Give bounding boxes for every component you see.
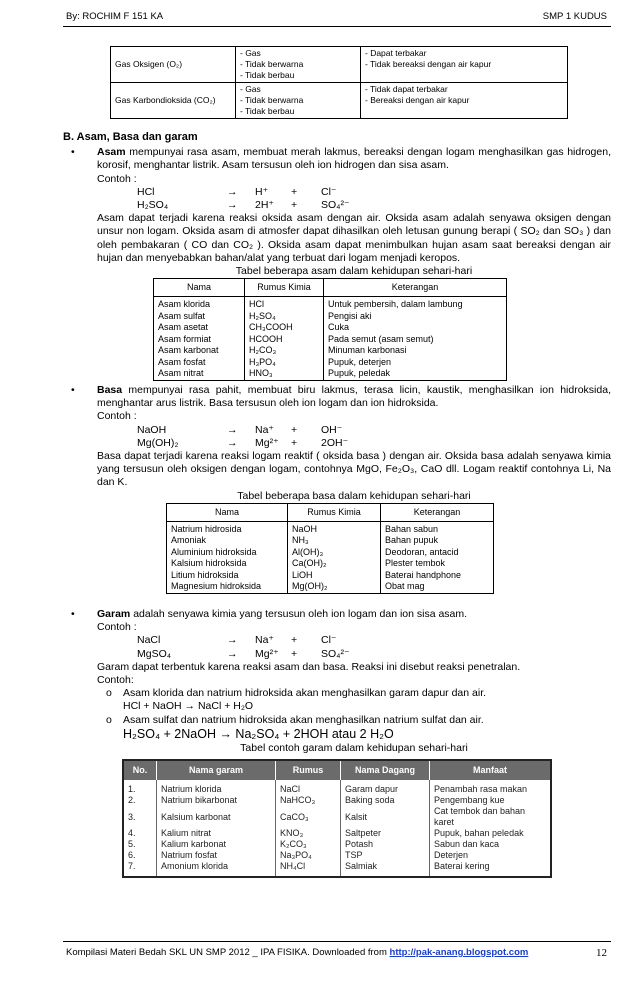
eq-plus: + xyxy=(291,185,298,198)
gas-table xyxy=(110,46,568,119)
table-header: Keterangan xyxy=(381,503,494,521)
table-row xyxy=(154,368,507,380)
table-header: Nama xyxy=(154,279,245,297)
basa-desc: mempunyai rasa pahit, membuat biru lakmus, terasa licin, kaustik, menghasilkan ion hidroksida, menghantar arus listrik. Basa tersusun oleh ion logam dan ion hidroksida. xyxy=(97,383,611,410)
gas-prop: - Tidak berwarna xyxy=(240,95,304,105)
table-cell: Amonium klorida xyxy=(157,861,276,877)
table-cell: Potash xyxy=(341,839,430,850)
table-cell: Asam karbonat xyxy=(154,345,245,357)
table-row xyxy=(154,297,507,311)
table-row xyxy=(154,357,507,369)
table-cell: 5. xyxy=(128,839,136,850)
table-cell: Pupuk, deterjen xyxy=(324,357,507,369)
table-header-row xyxy=(123,760,551,780)
table-header-row xyxy=(167,503,494,521)
table-cell: 4. xyxy=(128,828,136,839)
gas-trait: - Dapat terbakar xyxy=(365,48,427,58)
gas-prop: - Gas xyxy=(240,48,261,58)
table-cell: Asam nitrat xyxy=(154,368,245,380)
table-cell: CaCO₃ xyxy=(276,806,341,828)
asam-table xyxy=(153,278,507,381)
garam-paragraph: Garam dapat terbentuk karena reaksi asam dan basa. Reaksi ini disebut reaksi penetralan. xyxy=(97,660,521,673)
garam-eq-1 xyxy=(137,634,611,647)
table-cell: Penambah rasa makan xyxy=(430,780,552,795)
arrow-icon: → xyxy=(227,634,238,647)
table-row xyxy=(167,570,494,582)
eq-right: Na⁺ xyxy=(255,423,274,436)
content xyxy=(63,131,611,878)
asam-contoh: Contoh : xyxy=(97,172,137,185)
garam-contoh: Contoh : xyxy=(97,621,137,634)
footer xyxy=(66,947,528,958)
table-cell: H₂CO₃ xyxy=(245,345,324,357)
table-cell: Deterjen xyxy=(430,850,552,861)
arrow-icon: → xyxy=(227,423,238,436)
table-header: Rumus Kimia xyxy=(245,279,324,297)
eq-right: 2H⁺ xyxy=(255,199,274,212)
eq-left: H₂SO₄ xyxy=(137,199,169,212)
table-row xyxy=(123,828,551,839)
table-cell: 3. xyxy=(128,811,136,822)
eq-plus: + xyxy=(291,634,298,647)
gas-prop: - Tidak berbau xyxy=(240,106,295,116)
table-row xyxy=(123,850,551,861)
asam-eq-2 xyxy=(137,199,611,212)
bullet-icon: • xyxy=(71,383,75,396)
table-cell: Ca(OH)₂ xyxy=(288,558,381,570)
garam-bullet xyxy=(63,608,611,621)
table-cell: Pengembang kue xyxy=(430,795,552,806)
table-cell: Natrium bikarbonat xyxy=(157,795,276,806)
asam-paragraph: Asam dapat terjadi karena reaksi oksida asam dengan air. Oksida asam adalah senyawa oksigen dengan unsur non logam. Oksida asam di atmosfer dapat dihasilkan oleh letusan gunung berapi ( SO₂ dan SO₃ ) dan oleh pembakaran ( CO dan CO₂ ). Oksida asam dapat menimbulkan hujan asam saat bereaksi dengan air hujan dan menyebabkan bahan/alat yang terbuat dari logam menjadi keropos. xyxy=(97,212,611,264)
garam-eq-2 xyxy=(137,648,611,661)
garam-reaction-2: H₂SO₄ + 2NaOH → Na₂SO₄ + 2HOH atau 2 H₂O xyxy=(123,726,394,741)
table-cell: Baking soda xyxy=(341,795,430,806)
table-cell: NH₄Cl xyxy=(276,861,341,877)
table-cell: Mg(OH)₂ xyxy=(288,581,381,593)
gas-traits xyxy=(361,83,568,119)
table-cell: NaCl xyxy=(276,780,341,795)
table-cell: Plester tembok xyxy=(381,558,494,570)
asam-bullet xyxy=(63,146,611,172)
table-row xyxy=(111,47,568,83)
sub-text: Asam sulfat dan natrium hidroksida akan menghasilkan natrium sulfat dan air. xyxy=(123,713,484,726)
eq-second: Cl⁻ xyxy=(321,634,337,647)
garam-desc: adalah senyawa kimia yang tersusun oleh ion logam dan ion sisa asam. xyxy=(130,607,468,620)
table-cell: Na₃PO₄ xyxy=(276,850,341,861)
gas-traits xyxy=(361,47,568,83)
basa-eq-2 xyxy=(137,437,611,450)
bullet-icon: • xyxy=(71,607,75,620)
table-header: Nama garam xyxy=(157,760,276,780)
table-cell: 1. xyxy=(128,784,136,795)
eq-right: H⁺ xyxy=(255,185,269,198)
section-title: B. Asam, Basa dan garam xyxy=(63,131,198,143)
table-cell: Baterai kering xyxy=(430,861,552,877)
basa-table-caption: Tabel beberapa basa dalam kehidupan sehari-hari xyxy=(237,489,471,502)
table-cell: K₂CO₃ xyxy=(276,839,341,850)
gas-props xyxy=(236,83,361,119)
basa-eq-1 xyxy=(137,424,611,437)
table-row xyxy=(154,322,507,334)
table-row xyxy=(123,780,551,795)
garam-term: Garam xyxy=(97,607,131,620)
basa-contoh: Contoh : xyxy=(97,410,137,423)
table-cell: Litium hidroksida xyxy=(167,570,288,582)
footer-link[interactable]: http://pak-anang.blogspot.com xyxy=(389,947,529,958)
gas-trait: - Tidak dapat terbakar xyxy=(365,84,448,94)
table-cell: Saltpeter xyxy=(341,828,430,839)
table-cell: Kalium karbonat xyxy=(157,839,276,850)
arrow-icon: → xyxy=(227,436,238,449)
garam-contoh2: Contoh: xyxy=(97,673,134,686)
table-cell: Natrium hidrosida xyxy=(167,521,288,535)
table-row xyxy=(167,581,494,593)
table-header: Rumus xyxy=(276,760,341,780)
table-row xyxy=(167,535,494,547)
table-cell: Garam dapur xyxy=(341,780,430,795)
table-row xyxy=(167,558,494,570)
table-cell: Amoniak xyxy=(167,535,288,547)
table-cell: HCl xyxy=(245,297,324,311)
eq-second: SO₄²⁻ xyxy=(321,647,350,660)
eq-second: OH⁻ xyxy=(321,423,343,436)
table-cell: Cat tembok dan bahan karet xyxy=(430,806,552,828)
asam-eq-1 xyxy=(137,186,611,199)
eq-plus: + xyxy=(291,436,298,449)
eq-plus: + xyxy=(291,647,298,660)
arrow-icon: → xyxy=(227,185,238,198)
gas-prop: - Tidak berwarna xyxy=(240,59,304,69)
gas-trait: - Bereaksi dengan air kapur xyxy=(365,95,470,105)
table-header: Nama Dagang xyxy=(341,760,430,780)
garam-reaction-1: HCl + NaOH → NaCl + H₂O xyxy=(123,700,254,713)
eq-left: NaOH xyxy=(137,423,167,436)
table-cell: H₂SO₄ xyxy=(245,311,324,323)
header-left: By: ROCHIM F 151 KA xyxy=(66,11,164,22)
table-cell: Asam fosfat xyxy=(154,357,245,369)
table-cell: NaHCO₃ xyxy=(276,795,341,806)
asam-table-caption: Tabel beberapa asam dalam kehidupan sehari-hari xyxy=(235,265,473,278)
table-cell: Deodoran, antacid xyxy=(381,547,494,559)
table-cell: Aluminium hidroksida xyxy=(167,547,288,559)
gas-name: Gas Karbondioksida (CO₂) xyxy=(111,83,236,119)
table-cell: Asam asetat xyxy=(154,322,245,334)
table-row xyxy=(154,334,507,346)
table-row xyxy=(111,83,568,119)
table-row xyxy=(154,311,507,323)
basa-paragraph: Basa dapat terjadi karena reaksi logam reaktif ( oksida basa ) dengan air. Oksida basa adalah senyawa kimia yang tersusun oleh oksigen dengan logam, contohnya MgO, Fe₂O₃, CaO dll. Logam reaktif contohnya Li, Na dan K. xyxy=(97,449,611,489)
eq-second: 2OH⁻ xyxy=(321,436,349,449)
table-cell: Kalsium karbonat xyxy=(157,806,276,828)
table-header: Rumus Kimia xyxy=(288,503,381,521)
gas-trait: - Tidak bereaksi dengan air kapur xyxy=(365,59,492,69)
garam-table xyxy=(122,759,552,878)
table-header-row xyxy=(154,279,507,297)
eq-second: Cl⁻ xyxy=(321,185,337,198)
table-cell: Minuman karbonasi xyxy=(324,345,507,357)
table-cell: HCOOH xyxy=(245,334,324,346)
table-cell: Cuka xyxy=(324,322,507,334)
table-header: No. xyxy=(123,760,157,780)
table-cell: Natrium fosfat xyxy=(157,850,276,861)
table-cell: KNO₃ xyxy=(276,828,341,839)
table-cell: Pupuk, bahan peledak xyxy=(430,828,552,839)
table-cell: Natrium klorida xyxy=(157,780,276,795)
arrow-icon: → xyxy=(227,647,238,660)
footer-rule xyxy=(63,941,611,942)
garam-table-caption: Tabel contoh garam dalam kehidupan sehari-hari xyxy=(240,741,468,754)
table-cell: Baterai handphone xyxy=(381,570,494,582)
table-row xyxy=(167,547,494,559)
page-number: 12 xyxy=(596,947,607,959)
table-cell: NaOH xyxy=(288,521,381,535)
table-cell: Pada semut (asam semut) xyxy=(324,334,507,346)
circle-bullet-icon: o xyxy=(106,687,112,700)
table-cell: Kalsit xyxy=(341,806,430,828)
gas-prop: - Tidak berbau xyxy=(240,70,295,80)
table-cell: H₃PO₄ xyxy=(245,357,324,369)
table-cell: LiOH xyxy=(288,570,381,582)
table-cell: Kalsium hidroksida xyxy=(167,558,288,570)
footer-text: Kompilasi Materi Bedah SKL UN SMP 2012 _ IPA FISIKA. Downloaded from xyxy=(66,947,390,958)
table-header: Manfaat xyxy=(430,760,552,780)
basa-bullet xyxy=(63,384,611,410)
table-row xyxy=(123,795,551,806)
eq-right: Mg²⁺ xyxy=(255,647,279,660)
table-cell: Bahan pupuk xyxy=(381,535,494,547)
eq-second: SO₄²⁻ xyxy=(321,199,350,212)
header-right: SMP 1 KUDUS xyxy=(542,11,607,22)
table-cell: Asam klorida xyxy=(154,297,245,311)
table-cell: TSP xyxy=(341,850,430,861)
table-row xyxy=(154,345,507,357)
table-header: Nama xyxy=(167,503,288,521)
table-cell: Bahan sabun xyxy=(381,521,494,535)
garam-sub-2 xyxy=(63,714,611,727)
table-cell: 7. xyxy=(128,861,136,872)
arrow-icon: → xyxy=(227,199,238,212)
circle-bullet-icon: o xyxy=(106,713,112,726)
table-row xyxy=(167,521,494,535)
table-cell: Al(OH)₃ xyxy=(288,547,381,559)
table-cell: Untuk pembersih, dalam lambung xyxy=(324,297,507,311)
table-cell: Asam formiat xyxy=(154,334,245,346)
table-row xyxy=(123,806,551,828)
basa-table xyxy=(166,503,494,594)
table-cell: 2. xyxy=(128,795,136,806)
eq-left: HCl xyxy=(137,185,155,198)
table-cell: Kalium nitrat xyxy=(157,828,276,839)
eq-plus: + xyxy=(291,423,298,436)
asam-term: Asam xyxy=(97,146,126,159)
eq-left: NaCl xyxy=(137,634,161,647)
table-cell: Sabun dan kaca xyxy=(430,839,552,850)
eq-right: Mg²⁺ xyxy=(255,436,279,449)
gas-props xyxy=(236,47,361,83)
table-cell: Pengisi aki xyxy=(324,311,507,323)
table-cell: HNO₃ xyxy=(245,368,324,380)
eq-plus: + xyxy=(291,199,298,212)
table-cell: Asam sulfat xyxy=(154,311,245,323)
basa-term: Basa xyxy=(97,383,123,396)
sub-text: Asam klorida dan natrium hidroksida akan menghasilkan garam dapur dan air. xyxy=(123,687,487,700)
gas-name: Gas Oksigen (O₂) xyxy=(111,47,236,83)
eq-right: Na⁺ xyxy=(255,634,274,647)
header-rule xyxy=(63,26,611,27)
table-cell: Obat mag xyxy=(381,581,494,593)
eq-left: MgSO₄ xyxy=(137,647,172,660)
table-cell: 6. xyxy=(128,850,136,861)
table-cell: NH₃ xyxy=(288,535,381,547)
bullet-icon: • xyxy=(71,146,75,159)
table-row xyxy=(123,861,551,877)
table-cell: Salmiak xyxy=(341,861,430,877)
table-cell: Magnesium hidroksida xyxy=(167,581,288,593)
gas-prop: - Gas xyxy=(240,84,261,94)
garam-sub-1 xyxy=(63,687,611,700)
table-row xyxy=(123,839,551,850)
table-header: Keterangan xyxy=(324,279,507,297)
eq-left: Mg(OH)₂ xyxy=(137,436,179,449)
table-cell: CH₃COOH xyxy=(245,322,324,334)
asam-desc: mempunyai rasa asam, membuat merah lakmus, bereaksi dengan logam menghasilkan gas hidrogen, korosif, menghantar listrik. Asam tersusun oleh ion hidrogen dan sisa asam. xyxy=(97,146,611,172)
table-cell: Pupuk, peledak xyxy=(324,368,507,380)
